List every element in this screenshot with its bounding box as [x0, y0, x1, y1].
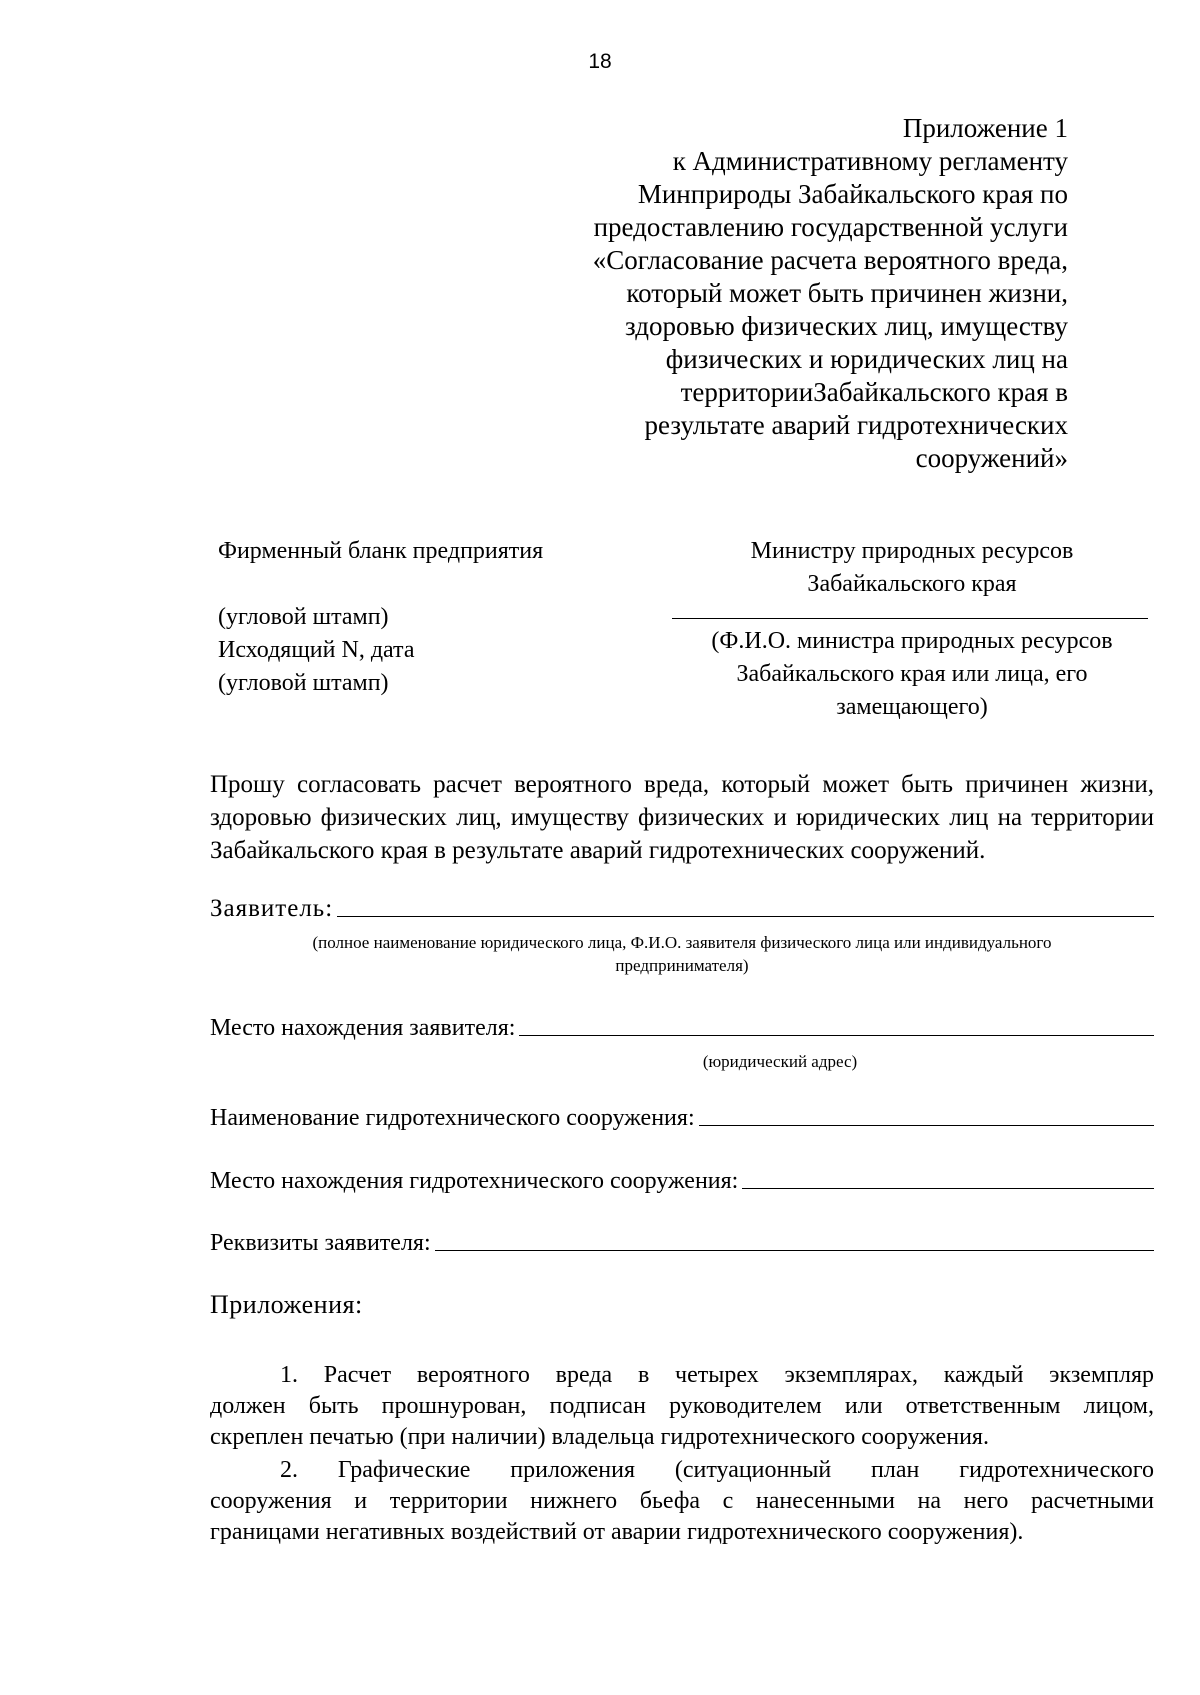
addressee-hint: Забайкальского края или лица, его — [736, 661, 1088, 687]
letterhead-title: Фирменный бланк предприятия — [218, 538, 544, 564]
structure-location-field — [210, 1168, 1154, 1195]
appendix-line: предоставлению государственной услуги — [593, 212, 1068, 242]
appendix-header — [508, 112, 1068, 475]
applicant-field — [210, 895, 1154, 923]
appendix-line: который может быть причинен жизни, — [626, 278, 1068, 308]
applicant-location-input-line[interactable] — [519, 1034, 1154, 1036]
corner-stamp-label: (угловой штамп) — [218, 604, 389, 630]
attachment-item-2 — [210, 1455, 1154, 1548]
attachment-line: границами негативных воздействий от аварии гидротехнического сооружения). — [210, 1519, 1024, 1545]
request-line: Прошу согласовать расчет вероятного вреда, который может быть причинен жизни, — [210, 771, 1154, 798]
attachment-line: должен быть прошнурован, подписан руководителем или ответственным лицом, — [210, 1393, 1154, 1419]
appendix-line: результате аварий гидротехнических — [644, 410, 1068, 440]
corner-stamp-label: (угловой штамп) — [218, 670, 389, 696]
addressee-hint: (Ф.И.О. министра природных ресурсов — [711, 628, 1113, 654]
appendix-line: к Административному регламенту — [672, 146, 1068, 176]
addressee-block — [672, 535, 1152, 724]
structure-location-label: Место нахождения гидротехнического сооружения: — [210, 1168, 739, 1194]
applicant-input-line[interactable] — [337, 915, 1154, 917]
attachment-line: сооружения и территории нижнего бьефа с нанесенными на него расчетными — [210, 1488, 1154, 1514]
attachment-line: 1. Расчет вероятного вреда в четырех экземплярах, каждый экземпляр — [280, 1362, 1154, 1388]
addressee-hint: замещающего) — [836, 694, 988, 720]
requisites-input-line[interactable] — [435, 1249, 1154, 1251]
appendix-line: «Согласование расчета вероятного вреда, — [592, 245, 1068, 275]
page-number: 18 — [588, 50, 612, 73]
attachment-item-1 — [210, 1360, 1154, 1453]
request-line: здоровью физических лиц, имуществу физических и юридических лиц на территории — [210, 804, 1154, 831]
structure-name-field — [210, 1105, 1154, 1132]
request-paragraph — [210, 768, 1154, 867]
appendix-line: Приложение 1 — [902, 113, 1068, 143]
appendix-line: здоровью физических лиц, имуществу — [625, 311, 1068, 341]
addressee-title: Министру природных ресурсов — [750, 538, 1074, 564]
addressee-region: Забайкальского края — [807, 571, 1017, 597]
structure-location-input-line[interactable] — [742, 1187, 1154, 1189]
applicant-location-field — [210, 1015, 1154, 1042]
structure-name-label: Наименование гидротехнического сооружения: — [210, 1105, 695, 1131]
applicant-location-label: Место нахождения заявителя: — [210, 1015, 516, 1041]
attachments-heading: Приложения: — [210, 1290, 363, 1319]
requisites-field — [210, 1230, 1154, 1257]
appendix-line: Минприроды Забайкальского края по — [637, 179, 1068, 209]
outgoing-number-date: Исходящий N, дата — [218, 637, 415, 663]
attachment-line: скреплен печатью (при наличии) владельца гидротехнического сооружения. — [210, 1424, 989, 1450]
applicant-hint: (полное наименование юридического лица, Ф.И.О. заявителя физического лица или индивидуального — [312, 933, 1052, 952]
appendix-line: территорииЗабайкальского края в — [680, 377, 1068, 407]
applicant-hint: предпринимателя) — [615, 956, 749, 975]
letterhead-stamp-block — [218, 535, 543, 700]
requisites-label: Реквизиты заявителя: — [210, 1230, 431, 1256]
request-line: Забайкальского края в результате аварий гидротехнических сооружений. — [210, 837, 986, 864]
appendix-line: сооружений» — [915, 443, 1068, 473]
addressee-name-line[interactable] — [672, 617, 1148, 619]
legal-address-hint: (юридический адрес) — [702, 1052, 858, 1071]
applicant-label: Заявитель: — [210, 895, 334, 922]
appendix-line: физических и юридических лиц на — [665, 344, 1068, 374]
attachment-line: 2. Графические приложения (ситуационный план гидротехнического — [280, 1457, 1154, 1483]
structure-name-input-line[interactable] — [699, 1124, 1154, 1126]
